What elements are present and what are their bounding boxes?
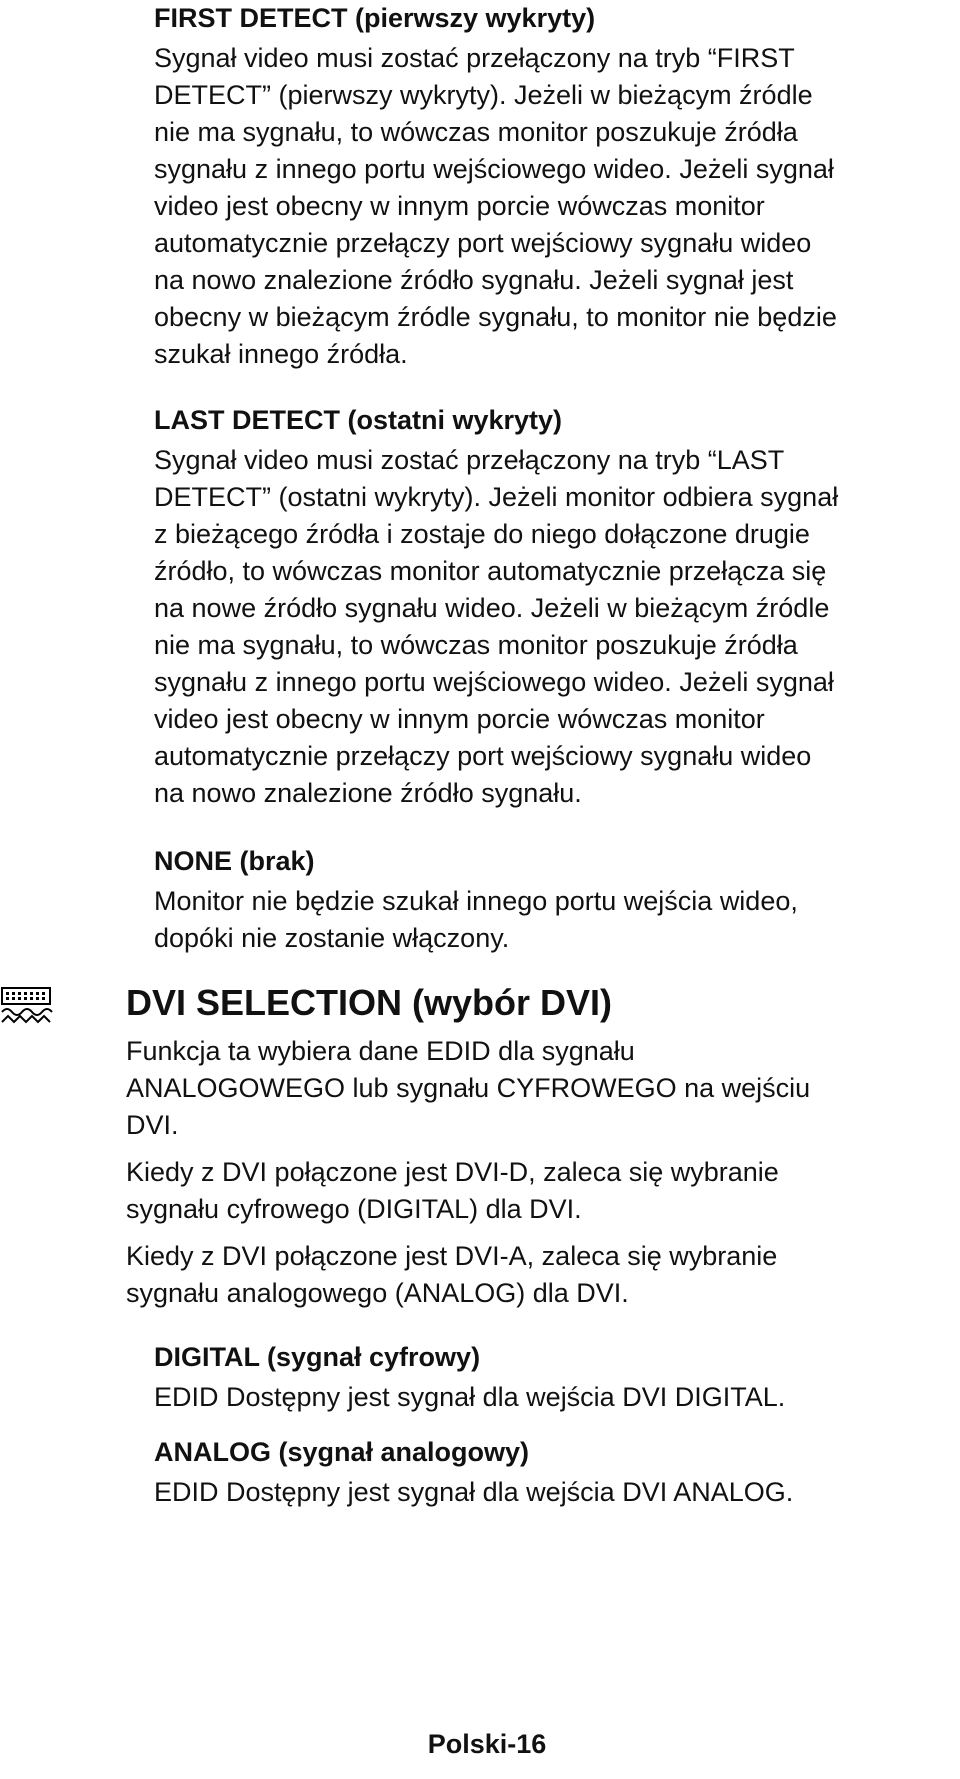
text-line: Sygnał video musi zostać przełączony na tryb “LAST [154,445,785,475]
none-description [154,883,798,957]
text-line: sygnału analogowego (ANALOG) dla DVI. [126,1278,629,1308]
first-detect-heading: FIRST DETECT (pierwszy wykryty) [154,3,596,33]
first-detect-section [154,0,837,373]
text-line: Monitor nie będzie szukał innego portu wejścia wideo, [154,886,798,916]
text-line: z bieżącego źródła i zostaje do niego dołączone drugie [154,519,810,549]
text-line: Funkcja ta wybiera dane EDID dla sygnału [126,1036,635,1066]
text-line: automatycznie przełączy port wejściowy sygnału wideo [154,228,812,258]
text-line: dopóki nie zostanie włączony. [154,923,510,953]
text-line: DVI. [126,1110,179,1140]
text-line: video jest obecny w innym porcie wówczas monitor [154,191,765,221]
none-heading: NONE (brak) [154,846,315,876]
first-detect-description [154,40,837,373]
text-line: DETECT” (ostatni wykryty). Jeżeli monitor odbiera sygnał [154,482,839,512]
text-line: na nowo znalezione źródło sygnału. [154,778,582,808]
digital-section [154,1339,785,1416]
text-line: automatycznie przełączy port wejściowy sygnału wideo [154,741,812,771]
text-line: sygnału cyfrowego (DIGITAL) dla DVI. [126,1194,582,1224]
dvi-selection-intro [126,1033,810,1144]
text-line: nie ma sygnału, to wówczas monitor poszukuje źródła [154,630,798,660]
text-line: EDID Dostępny jest sygnał dla wejścia DVI DIGITAL. [154,1382,786,1412]
digital-heading: DIGITAL (sygnał cyfrowy) [154,1342,481,1372]
text-line: Sygnał video musi zostać przełączony na tryb “FIRST [154,43,795,73]
analog-heading: ANALOG (sygnał analogowy) [154,1437,530,1467]
text-line: DETECT” (pierwszy wykryty). Jeżeli w bieżącym źródle [154,80,813,110]
dvi-selection-section [126,981,810,1312]
text-line: Kiedy z DVI połączone jest DVI-A, zaleca się wybranie [126,1241,778,1271]
last-detect-heading: LAST DETECT (ostatni wykryty) [154,405,563,435]
digital-description [154,1379,785,1416]
analog-description [154,1474,793,1511]
text-line: nie ma sygnału, to wówczas monitor poszukuje źródła [154,117,798,147]
dvi-d-recommendation [126,1154,810,1228]
dvi-selection-heading: DVI SELECTION (wybór DVI) [126,982,613,1023]
text-line: na nowe źródło sygnału wideo. Jeżeli w bieżącym źródle [154,593,830,623]
dvi-a-recommendation [126,1238,810,1312]
last-detect-section [154,402,838,812]
dvi-connector-icon [0,986,54,1032]
page-footer [0,1727,960,1761]
text-line: na nowo znalezione źródło sygnału. Jeżeli sygnał jest [154,265,794,295]
text-line: video jest obecny w innym porcie wówczas monitor [154,704,765,734]
text-line: Kiedy z DVI połączone jest DVI-D, zaleca się wybranie [126,1157,779,1187]
last-detect-description [154,442,838,812]
text-line: szukał innego źródła. [154,339,408,369]
text-line: ANALOGOWEGO lub sygnału CYFROWEGO na wejściu [126,1073,811,1103]
text-line: sygnału z innego portu wejściowego wideo. Jeżeli sygnał [154,154,834,184]
text-line: EDID Dostępny jest sygnał dla wejścia DVI ANALOG. [154,1477,794,1507]
text-line: źródło, to wówczas monitor automatycznie przełącza się [154,556,827,586]
text-line: sygnału z innego portu wejściowego wideo. Jeżeli sygnał [154,667,834,697]
none-section [154,843,798,957]
text-line: obecny w bieżącym źródle sygnału, to monitor nie będzie [154,302,837,332]
page-number: Polski-16 [427,1729,547,1759]
analog-section [154,1434,793,1511]
